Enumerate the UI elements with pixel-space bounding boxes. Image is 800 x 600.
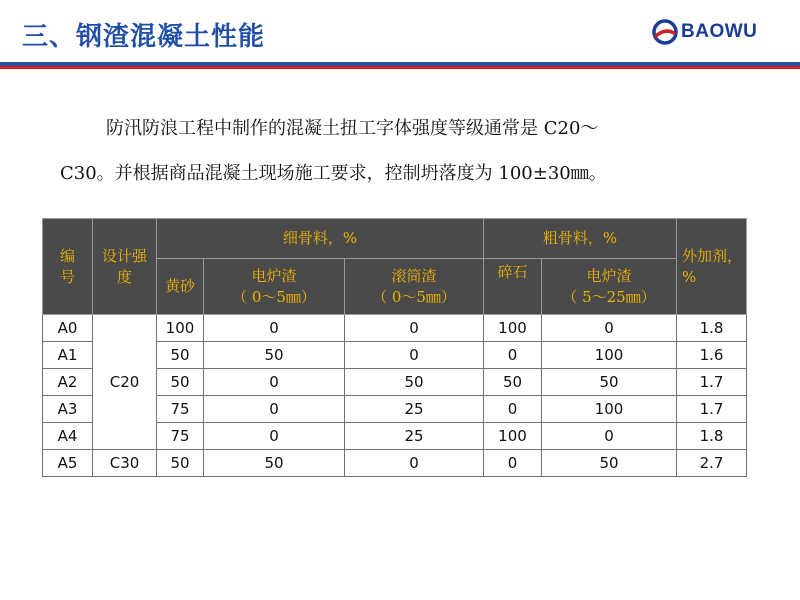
header-id-label: 编号 — [59, 246, 75, 286]
cell-fine-drum: 25 — [345, 396, 484, 423]
intro-line-2: C30。并根据商品混凝土现场施工要求，控制坍落度为 100±30㎜。 — [60, 163, 607, 184]
cell-fine-drum: 0 — [345, 315, 484, 342]
header-coarse-eaf-name: 电炉渣 — [586, 266, 632, 285]
cell-admixture: 2.7 — [677, 450, 747, 477]
cell-sand: 50 — [157, 369, 204, 396]
cell-gravel: 0 — [484, 396, 542, 423]
logo-text: BAOWU — [681, 21, 758, 42]
cell-coarse-eaf: 0 — [542, 423, 677, 450]
cell-admixture: 1.8 — [677, 423, 747, 450]
cell-sand: 75 — [157, 396, 204, 423]
cell-fine-eaf: 50 — [204, 450, 345, 477]
cell-fine-eaf: 0 — [204, 315, 345, 342]
cell-sand: 50 — [157, 450, 204, 477]
cell-coarse-eaf: 100 — [542, 396, 677, 423]
cell-gravel: 100 — [484, 315, 542, 342]
cell-gravel: 50 — [484, 369, 542, 396]
cell-fine-eaf: 0 — [204, 369, 345, 396]
cell-fine-drum: 50 — [345, 369, 484, 396]
cell-coarse-eaf: 50 — [542, 450, 677, 477]
cell-sand: 75 — [157, 423, 204, 450]
header-fine-drum-range: （ 0～5㎜） — [372, 287, 456, 306]
cell-fine-eaf: 0 — [204, 423, 345, 450]
cell-gravel: 0 — [484, 342, 542, 369]
header-sand: 黄砂 — [157, 259, 204, 315]
header-gravel: 碎石 — [484, 259, 542, 315]
header-admixture — [677, 219, 747, 315]
header-fine-eaf — [204, 259, 345, 315]
table-row — [43, 315, 747, 342]
cell-coarse-eaf: 50 — [542, 369, 677, 396]
cell-gravel: 0 — [484, 450, 542, 477]
cell-sand: 50 — [157, 342, 204, 369]
cell-grade: C20 — [93, 315, 157, 450]
cell-admixture: 1.7 — [677, 396, 747, 423]
cell-coarse-eaf: 100 — [542, 342, 677, 369]
cell-gravel: 100 — [484, 423, 542, 450]
cell-fine-drum: 0 — [345, 342, 484, 369]
header-fine-aggregate: 细骨料，% — [157, 219, 484, 259]
header-rule-red — [0, 66, 800, 69]
table-row — [43, 450, 747, 477]
cell-id: A3 — [43, 396, 93, 423]
cell-id: A2 — [43, 369, 93, 396]
header-fine-drum-name: 滚筒渣 — [391, 266, 437, 285]
baowu-logo-icon — [652, 19, 678, 45]
header-admixture-label: 外加剂，% — [682, 246, 743, 286]
header-coarse-eaf — [542, 259, 677, 315]
cell-admixture: 1.7 — [677, 369, 747, 396]
header-fine-drum — [345, 259, 484, 315]
cell-id: A4 — [43, 423, 93, 450]
cell-id: A0 — [43, 315, 93, 342]
header-coarse-eaf-range: （ 5～25㎜） — [562, 287, 656, 306]
baowu-logo — [652, 18, 757, 46]
intro-line-1: 防汛防浪工程中制作的混凝土扭工字体强度等级通常是 C20～ — [106, 118, 599, 139]
cell-fine-eaf: 0 — [204, 396, 345, 423]
cell-id: A5 — [43, 450, 93, 477]
header-fine-eaf-name: 电炉渣 — [251, 266, 297, 285]
header-coarse-aggregate: 粗骨料，% — [484, 219, 677, 259]
page-title: 三、钢渣混凝土性能 — [22, 22, 266, 52]
cell-sand: 100 — [157, 315, 204, 342]
intro-paragraph — [60, 106, 750, 196]
cell-coarse-eaf: 0 — [542, 315, 677, 342]
header-grade — [93, 219, 157, 315]
mix-proportion-table — [42, 218, 747, 477]
cell-fine-eaf: 50 — [204, 342, 345, 369]
header-grade-label: 设计强度 — [101, 246, 147, 286]
header-fine-eaf-range: （ 0～5㎜） — [232, 287, 316, 306]
cell-admixture: 1.8 — [677, 315, 747, 342]
header-id — [43, 219, 93, 315]
cell-fine-drum: 25 — [345, 423, 484, 450]
cell-grade: C30 — [93, 450, 157, 477]
cell-fine-drum: 0 — [345, 450, 484, 477]
cell-id: A1 — [43, 342, 93, 369]
cell-admixture: 1.6 — [677, 342, 747, 369]
